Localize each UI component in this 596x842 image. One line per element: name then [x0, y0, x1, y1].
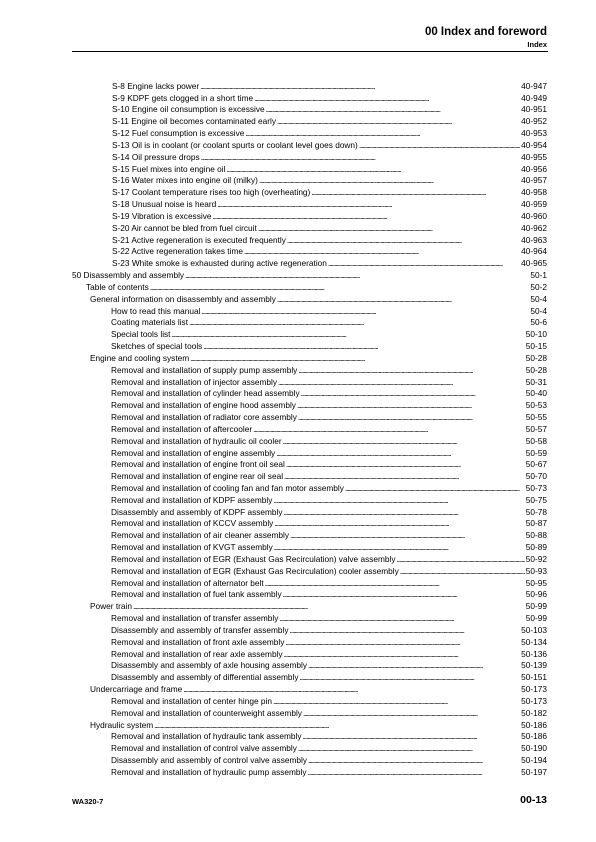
toc-entry-page: 50-194	[521, 755, 547, 766]
toc-entry[interactable]	[72, 280, 547, 292]
toc-entry-page: 50-103	[521, 624, 547, 635]
toc-entry[interactable]	[72, 363, 547, 375]
toc-entry[interactable]	[72, 209, 547, 221]
toc-entry-title: Removal and installation of KCCV assembly	[111, 518, 274, 529]
toc-entry[interactable]	[72, 233, 547, 245]
dot-leader	[287, 235, 520, 245]
dot-leader	[190, 353, 525, 363]
toc-entry[interactable]	[72, 635, 547, 647]
dot-leader	[277, 116, 520, 126]
dot-leader	[212, 211, 520, 221]
toc-entry-title: Removal and installation of aftercooler	[111, 423, 253, 434]
dot-leader	[259, 175, 520, 185]
toc-entry[interactable]	[72, 659, 547, 671]
toc-entry[interactable]	[72, 481, 547, 493]
toc-entry-title: S-9 KDPF gets clogged in a short time	[112, 92, 254, 103]
toc-entry[interactable]	[72, 422, 547, 434]
toc-entry-title: Removal and installation of cooling fan and fan motor assembly	[111, 482, 344, 493]
dot-leader	[189, 317, 529, 327]
toc-entry-page: 40-954	[521, 139, 547, 150]
toc-entry-page: 40-951	[521, 104, 547, 115]
toc-entry-title: Removal and installation of transfer assembly	[111, 613, 279, 624]
toc-entry-title: Removal and installation of center hinge pin	[111, 695, 272, 706]
toc-entry[interactable]	[72, 185, 547, 197]
toc-entry-title: Removal and installation of counterweight assembly	[111, 707, 302, 718]
toc-entry-title: Removal and installation of cylinder head assembly	[111, 388, 300, 399]
toc-entry-page: 40-949	[521, 92, 547, 103]
dot-leader	[172, 329, 525, 339]
dot-leader	[244, 246, 520, 256]
toc-entry-title: S-11 Engine oil becomes contaminated early	[112, 116, 277, 127]
dot-leader	[133, 601, 525, 611]
toc-entry[interactable]	[72, 138, 547, 150]
toc-entry-page: 50-173	[521, 695, 547, 706]
dot-leader	[273, 495, 524, 505]
toc-entry-title: Removal and installation of radiator core assembly	[111, 412, 297, 423]
toc-entry-title: Removal and installation of hydraulic oil cooler	[111, 435, 282, 446]
toc-entry[interactable]	[72, 114, 547, 126]
toc-entry-title: S-19 Vibration is excessive	[112, 210, 212, 221]
dot-leader	[303, 708, 520, 718]
toc-entry[interactable]	[72, 599, 547, 611]
toc-entry-page: 50-70	[525, 471, 547, 482]
toc-entry[interactable]	[72, 730, 547, 742]
dot-leader	[273, 696, 520, 706]
toc-entry-page: 50-53	[525, 400, 547, 411]
dot-leader	[200, 81, 520, 91]
toc-entry[interactable]	[72, 316, 547, 328]
toc-entry-title: S-20 Air cannot be bled from fuel circuit	[112, 222, 257, 233]
toc-entry-title: Removal and installation of engine hood assembly	[111, 400, 296, 411]
dot-leader	[254, 93, 520, 103]
toc-entry-page: 50-96	[525, 589, 547, 600]
toc-entry-page: 50-95	[525, 577, 547, 588]
toc-entry-title: S-21 Active regeneration is executed frequently	[112, 234, 286, 245]
toc-entry[interactable]	[72, 469, 547, 481]
toc-entry-page: 50-88	[525, 530, 547, 541]
toc-entry-title: Removal and installation of supply pump assembly	[111, 364, 298, 375]
toc-entry[interactable]	[72, 292, 547, 304]
toc-entry-title: S-16 Water mixes into engine oil (milky)	[112, 175, 258, 186]
table-of-contents	[72, 79, 547, 777]
dot-leader	[183, 684, 520, 694]
toc-entry-page: 50-1	[530, 270, 547, 281]
dot-leader	[283, 589, 525, 599]
dot-leader	[201, 152, 521, 162]
toc-entry-page: 50-173	[521, 684, 547, 695]
dot-leader	[301, 388, 525, 398]
toc-entry-page: 50-31	[525, 376, 547, 387]
toc-entry-page: 40-963	[521, 234, 547, 245]
toc-entry-title: Removal and installation of EGR (Exhaust Gas Recirculation) valve assembly	[111, 553, 396, 564]
toc-entry-title: Removal and installation of hydraulic tank assembly	[111, 731, 302, 742]
toc-entry[interactable]	[72, 103, 547, 115]
toc-entry-page: 50-58	[525, 435, 547, 446]
dot-leader	[298, 743, 520, 753]
toc-entry-page: 50-99	[525, 613, 547, 624]
dot-leader	[279, 613, 524, 623]
dot-leader	[274, 518, 524, 528]
toc-entry-title: Hydraulic system	[90, 719, 154, 730]
toc-entry-title: Removal and installation of engine front oil seal	[111, 459, 285, 470]
dot-leader	[298, 365, 524, 375]
toc-entry[interactable]	[72, 647, 547, 659]
toc-entry-page: 50-78	[525, 506, 547, 517]
toc-entry-page: 50-67	[525, 459, 547, 470]
dot-leader	[278, 377, 525, 387]
toc-entry[interactable]	[72, 339, 547, 351]
dot-leader	[203, 341, 524, 351]
dot-leader	[308, 755, 520, 765]
toc-entry-title: Removal and installation of control valve assembly	[111, 743, 297, 754]
toc-entry[interactable]	[72, 434, 547, 446]
toc-entry-title: Removal and installation of alternator belt	[111, 577, 264, 588]
toc-entry-page: 40-953	[521, 128, 547, 139]
toc-entry-title: Disassembly and assembly of control valve assembly	[111, 755, 307, 766]
toc-entry[interactable]	[72, 410, 547, 422]
dot-leader	[298, 412, 525, 422]
toc-entry-title: Sketches of special tools	[111, 341, 203, 352]
toc-entry[interactable]	[72, 221, 547, 233]
toc-entry[interactable]	[72, 706, 547, 718]
toc-entry-page: 50-73	[525, 482, 547, 493]
toc-entry-title: S-14 Oil pressure drops	[112, 151, 200, 162]
dot-leader	[276, 448, 525, 458]
toc-entry-page: 50-139	[521, 660, 547, 671]
dot-leader	[285, 637, 520, 647]
dot-leader	[150, 282, 530, 292]
dot-leader	[359, 140, 520, 150]
dot-leader	[284, 649, 521, 659]
toc-entry[interactable]	[72, 682, 547, 694]
toc-entry[interactable]	[72, 564, 547, 576]
toc-entry-page: 40-958	[521, 187, 547, 198]
toc-entry-title: Power train	[90, 601, 132, 612]
toc-entry[interactable]	[72, 268, 547, 280]
toc-entry-title: S-23 White smoke is exhausted during active regeneration	[112, 258, 327, 269]
toc-entry[interactable]	[72, 517, 547, 529]
toc-entry[interactable]	[72, 256, 547, 268]
toc-entry-page: 40-964	[521, 246, 547, 257]
toc-entry-page: 50-10	[525, 329, 547, 340]
dot-leader	[328, 258, 520, 268]
toc-entry-title: S-15 Fuel mixes into engine oil	[112, 163, 226, 174]
toc-entry-page: 50-190	[521, 743, 547, 754]
toc-entry-title: Removal and installation of air cleaner assembly	[111, 530, 290, 541]
machine-model: WA320-7	[72, 797, 104, 806]
dot-leader	[217, 199, 520, 209]
toc-entry-page: 50-93	[525, 565, 547, 576]
toc-entry-page: 50-6	[530, 317, 547, 328]
toc-entry[interactable]	[72, 446, 547, 458]
toc-entry-title: Coating materials list	[111, 317, 189, 328]
toc-entry-title: Removal and installation of KDPF assembly	[111, 494, 273, 505]
chapter-title: 00 Index and foreword	[424, 26, 547, 38]
page-number: 00-13	[520, 794, 547, 806]
toc-entry-title: S-10 Engine oil consumption is excessive	[112, 104, 265, 115]
dot-leader	[302, 731, 520, 741]
toc-entry-page: 50-197	[521, 766, 547, 777]
toc-entry[interactable]	[72, 387, 547, 399]
toc-entry[interactable]	[72, 375, 547, 387]
toc-entry-title: Disassembly and assembly of KDPF assembly	[111, 506, 283, 517]
toc-entry-page: 50-134	[521, 636, 547, 647]
toc-entry-title: Removal and installation of engine assembly	[111, 447, 276, 458]
toc-entry[interactable]	[72, 623, 547, 635]
dot-leader	[308, 767, 521, 777]
toc-entry[interactable]	[72, 327, 547, 339]
toc-entry[interactable]	[72, 398, 547, 410]
toc-entry[interactable]	[72, 765, 547, 777]
dot-leader	[185, 270, 529, 280]
toc-entry[interactable]	[72, 245, 547, 257]
toc-entry-title: Table of contents	[86, 281, 149, 292]
toc-entry-title: How to read this manual	[111, 305, 201, 316]
toc-entry-page: 50-57	[525, 423, 547, 434]
toc-entry-title: Removal and installation of rear axle assembly	[111, 648, 283, 659]
toc-entry-page: 40-947	[521, 80, 547, 91]
toc-entry[interactable]	[72, 718, 547, 730]
dot-leader	[274, 542, 525, 552]
toc-entry-title: Removal and installation of fuel tank assembly	[111, 589, 282, 600]
toc-entry-title: Removal and installation of hydraulic pump assembly	[111, 766, 307, 777]
toc-entry[interactable]	[72, 351, 547, 363]
toc-entry-page: 40-965	[521, 258, 547, 269]
toc-entry-title: S-18 Unusual noise is heard	[112, 199, 217, 210]
toc-entry-title: Engine and cooling system	[90, 352, 190, 363]
toc-entry-page: 40-959	[521, 199, 547, 210]
toc-entry-title: Disassembly and assembly of transfer assembly	[111, 624, 289, 635]
toc-entry[interactable]	[72, 304, 547, 316]
toc-entry-page: 50-2	[530, 281, 547, 292]
toc-entry[interactable]	[72, 91, 547, 103]
toc-entry-page: 50-92	[525, 553, 547, 564]
toc-entry-page: 50-99	[525, 601, 547, 612]
toc-entry[interactable]	[72, 552, 547, 564]
dot-leader	[286, 459, 525, 469]
toc-entry[interactable]	[72, 458, 547, 470]
dot-leader	[397, 554, 525, 564]
dot-leader	[290, 625, 521, 635]
dot-leader	[311, 187, 520, 197]
dot-leader	[265, 578, 525, 588]
toc-entry[interactable]	[72, 505, 547, 517]
toc-entry-title: 50 Disassembly and assembly	[72, 270, 185, 281]
toc-entry-page: 40-956	[521, 163, 547, 174]
toc-entry-page: 50-28	[525, 364, 547, 375]
toc-entry-page: 50-186	[521, 731, 547, 742]
toc-entry-title: Disassembly and assembly of differential assembly	[111, 672, 299, 683]
toc-entry[interactable]	[72, 611, 547, 623]
toc-entry-page: 50-151	[521, 672, 547, 683]
toc-entry[interactable]	[72, 493, 547, 505]
dot-leader	[277, 294, 530, 304]
toc-entry-title: Removal and installation of injector assembly	[111, 376, 278, 387]
toc-entry-title: S-8 Engine lacks power	[112, 80, 200, 91]
dot-leader	[345, 483, 525, 493]
toc-entry-page: 40-962	[521, 222, 547, 233]
toc-entry-title: S-17 Coolant temperature rises too high (overheating)	[112, 187, 311, 198]
dot-leader	[284, 507, 525, 517]
toc-entry-page: 40-960	[521, 210, 547, 221]
toc-entry-page: 50-186	[521, 719, 547, 730]
dot-leader	[284, 471, 525, 481]
toc-entry[interactable]	[72, 540, 547, 552]
toc-entry-page: 40-957	[521, 175, 547, 186]
dot-leader	[297, 400, 525, 410]
dot-leader	[290, 530, 525, 540]
toc-entry[interactable]	[72, 150, 547, 162]
header-divider	[72, 51, 548, 52]
toc-entry-title: Removal and installation of KVGT assembly	[111, 542, 273, 553]
toc-entry[interactable]	[72, 576, 547, 588]
section-subtitle: Index	[527, 40, 547, 49]
toc-entry-page: 50-4	[530, 293, 547, 304]
toc-entry-title: Disassembly and assembly of axle housing assembly	[111, 660, 307, 671]
dot-leader	[266, 104, 521, 114]
toc-entry[interactable]	[72, 174, 547, 186]
toc-entry-page: 50-28	[525, 352, 547, 363]
toc-entry-title: General information on disassembly and assembly	[90, 293, 276, 304]
toc-entry[interactable]	[72, 670, 547, 682]
toc-entry-title: S-12 Fuel consumption is excessive	[112, 128, 245, 139]
toc-entry[interactable]	[72, 753, 547, 765]
dot-leader	[308, 660, 520, 670]
toc-entry-page: 50-89	[525, 542, 547, 553]
toc-entry[interactable]	[72, 694, 547, 706]
dot-leader	[154, 720, 520, 730]
toc-entry-page: 40-952	[521, 116, 547, 127]
toc-entry-page: 50-136	[521, 648, 547, 659]
dot-leader	[283, 436, 525, 446]
toc-entry-page: 50-59	[525, 447, 547, 458]
toc-entry-page: 40-955	[521, 151, 547, 162]
dot-leader	[300, 672, 521, 682]
toc-entry-title: Removal and installation of EGR (Exhaust Gas Recirculation) cooler assembly	[111, 565, 399, 576]
toc-entry-title: Special tools list	[111, 329, 171, 340]
dot-leader	[245, 128, 520, 138]
toc-entry-page: 50-4	[530, 305, 547, 316]
toc-entry[interactable]	[72, 588, 547, 600]
toc-entry-title: S-13 Oil is in coolant (or coolant spurts or coolant level goes down)	[112, 139, 358, 150]
toc-entry-page: 50-15	[525, 341, 547, 352]
toc-entry-title: Removal and installation of front axle assembly	[111, 636, 285, 647]
dot-leader	[258, 223, 520, 233]
toc-entry-page: 50-87	[525, 518, 547, 529]
dot-leader	[226, 164, 520, 174]
dot-leader	[201, 306, 529, 316]
toc-entry[interactable]	[72, 79, 547, 91]
toc-entry[interactable]	[72, 126, 547, 138]
toc-entry-title: S-22 Active regeneration takes time	[112, 246, 243, 257]
toc-entry-page: 50-55	[525, 412, 547, 423]
dot-leader	[400, 566, 525, 576]
toc-entry-page: 50-182	[521, 707, 547, 718]
toc-entry[interactable]	[72, 741, 547, 753]
toc-entry-page: 50-75	[525, 494, 547, 505]
toc-entry[interactable]	[72, 528, 547, 540]
toc-entry-title: Removal and installation of engine rear oil seal	[111, 471, 284, 482]
toc-entry-page: 50-40	[525, 388, 547, 399]
toc-entry[interactable]	[72, 197, 547, 209]
toc-entry-title: Undercarriage and frame	[90, 684, 183, 695]
toc-entry[interactable]	[72, 162, 547, 174]
dot-leader	[253, 424, 525, 434]
